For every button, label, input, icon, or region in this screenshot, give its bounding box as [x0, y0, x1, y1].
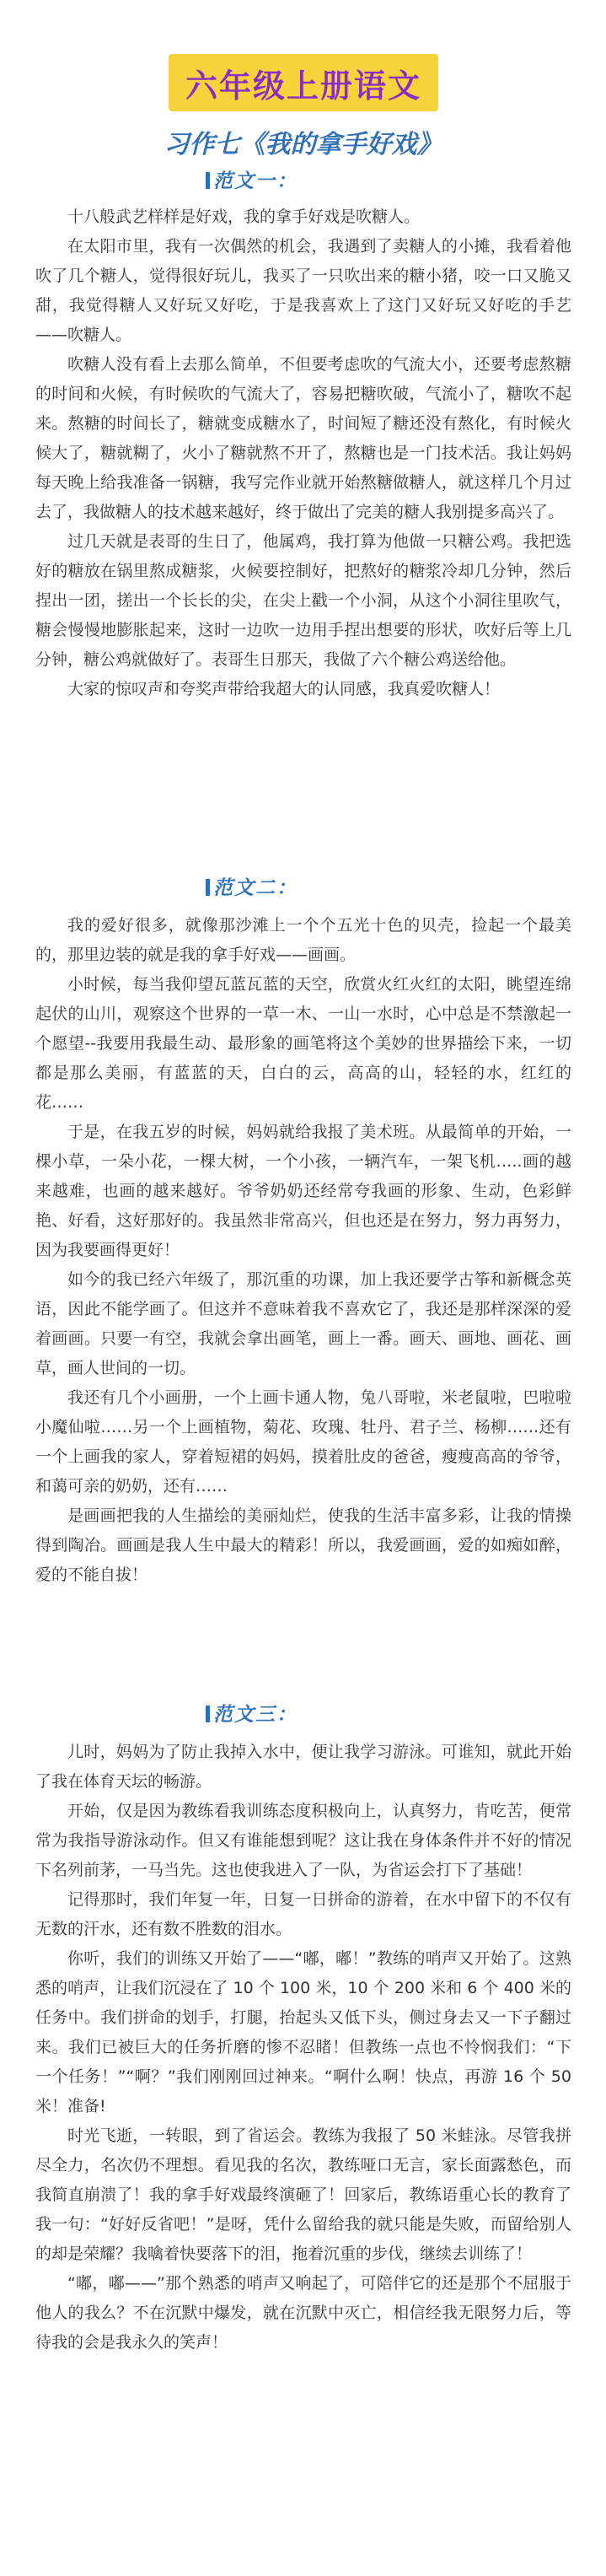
paragraph: 时光飞逝，一转眼，到了省运会。教练为我报了 50 米蛙泳。尽管我拼尽全力，名次仍不理想。看见我的名次，教练哑口无言，家长面露愁色，而我简直崩溃了！我的拿手好戏最终演砸了！回家后，教练语重心长的教育了我一句：“好好反省吧！”是呀，凭什么留给我的就只能是失败，而留给别人的却是荣耀？我噙着快要落下的泪，拖着沉重的步伐，继续去训练了！ — [35, 2126, 571, 2263]
paragraph: 小时候，每当我仰望瓦蓝瓦蓝的天空，欣赏火红火红的太阳，眺望连绵起伏的山川，观察这个世界的一草一木、一山一水时，心中总是不禁激起一个愿望--我要用我最生动、最形象的画笔将这个美妙的世界描绘下来，一切都是那么美丽，有蓝蓝的天，白白的云，高高的山，轻轻的水，红红的花…… — [35, 975, 571, 1112]
essay-section-2 — [35, 911, 571, 1590]
paragraph: 过几天就是表哥的生日了，他属鸡，我打算为他做一只糖公鸡。我把选好的糖放在锅里熬成糖浆，火候要控制好，把熬好的糖浆冷却几分钟，然后捏出一团，搓出一个长长的尖，在尖上戳一个小洞，从这个小洞往里吹气，糖会慢慢地膨胀起来，这时一边吹一边用手捏出想要的形状，吹好后等上几分钟，糖公鸡就做好了。表哥生日那天，我做了六个糖公鸡送给他。 — [35, 532, 571, 669]
paragraph: 儿时，妈妈为了防止我掉入水中，便让我学习游泳。可谁知，就此开始了我在体育天坛的畅游。 — [35, 1743, 571, 1791]
paragraph: “嘟，嘟——”那个熟悉的哨声又响起了，可陪伴它的还是那个不屈服于他人的我么？不在沉默中爆发，就在沉默中灭亡，相信经我无限努力后，等待我的会是我永久的笑声！ — [35, 2274, 571, 2352]
section-marker-icon — [206, 172, 210, 189]
section-label-3 — [206, 1699, 298, 1727]
essay-subtitle: 习作七《我的拿手好戏》 — [164, 130, 442, 159]
paragraph: 如今的我已经六年级了，那沉重的功课，加上我还要学古筝和新概念英语，因此不能学画了。但这并不意味着我不喜欢它了，我还是那样深深的爱着画画。只要一有空，我就会拿出画笔，画上一番。画天、画地、画花、画草，画人世间的一切。 — [35, 1270, 571, 1377]
section-label-1 — [206, 165, 298, 193]
paragraph: 吹糖人没有看上去那么简单，不但要考虑吹的气流大小，还要考虑熬糖的时间和火候，有时候吹的气流大了，容易把糖吹破，气流小了，糖吹不起来。熬糖的时间长了，糖就变成糖水了，时间短了糖还没有熬化，有时候火候大了，糖就糊了，火小了糖就熬不开了，熬糖也是一门技术活。我让妈妈每天晚上给我准备一锅糖，我写完作业就开始熬糖做糖人，就这样几个月过去了，我做糖人的技术越来越好，终于做出了完美的糖人我别提多高兴了。 — [35, 355, 571, 521]
paragraph: 于是，在我五岁的时候，妈妈就给我报了美术班。从最简单的开始，一棵小草，一朵小花，一棵大树，一个小孩，一辆汽车，一架飞机…..画的越来越难，也画的越来越好。爷爷奶奶还经常夸我画的形象、生动，色彩鲜艳、好看，这好那好的。我虽然非常高兴，但也还是在努力，努力再努力，因为我要画得更好！ — [35, 1123, 571, 1259]
paragraph: 开始，仅是因为教练看我训练态度积极向上，认真努力，肯吃苦，便常常为我指导游泳动作。但又有谁能想到呢？这让我在身体条件并不好的情况下名列前茅，一马当先。这也使我进入了一队，为省运会打下了基础！ — [35, 1802, 571, 1879]
paragraph: 在太阳市里，我有一次偶然的机会，我遇到了卖糖人的小摊，我看着他吹了几个糖人，觉得很好玩儿，我买了一只吹出来的糖小猪，咬一口又脆又甜，我觉得糖人又好玩又好吃，于是我喜欢上了这门又好玩又好吃的手艺——吹糖人。 — [35, 237, 571, 344]
paragraph: 我还有几个小画册，一个上画卡通人物，兔八哥啦，米老鼠啦，巴啦啦小魔仙啦……另一个上画植物，菊花、玫瑰、牡丹、君子兰、杨柳……还有一个上画我的家人，穿着短裙的妈妈，摸着肚皮的爸爸，瘦瘦高高的爷爷，和蔼可亲的奶奶，还有…… — [35, 1388, 571, 1495]
paragraph: 你听，我们的训练又开始了——“嘟，嘟！”教练的哨声又开始了。这熟悉的哨声，让我们沉浸在了 10 个 100 米，10 个 200 米和 6 个 400 米的任务中。我们拼命的划手，打腿，抬起头又低下头，侧过身去又一下子翻过来。我们已被巨大的任务折磨的惨不忍睹！但教练一点也不怜悯我们：“下一个任务！”“啊？”我们刚刚回过神来。“啊什么啊！快点，再游 16 个 50 米！准备! — [35, 1949, 571, 2115]
section-marker-icon — [206, 879, 210, 896]
section-label-text: 范文一： — [213, 170, 298, 192]
essay-section-3 — [35, 1738, 571, 2358]
paragraph: 大家的惊叹声和夸奖声带给我超大的认同感，我真爱吹糖人！ — [67, 680, 501, 698]
section-label-2 — [206, 872, 298, 900]
section-label-text: 范文三： — [213, 1704, 298, 1726]
paragraph: 我的爱好很多，就像那沙滩上一个个五光十色的贝壳，捡起一个最美的，那里边装的就是我的拿手好戏——画画。 — [35, 916, 571, 964]
section-label-text: 范文二： — [213, 877, 298, 899]
paragraph: 是画画把我的人生描绘的美丽灿烂，使我的生活丰富多彩，让我的情操得到陶冶。画画是我人生中最大的精彩！所以，我爱画画，爱的如痴如醉，爱的不能自拔！ — [35, 1506, 571, 1584]
paragraph: 十八般武艺样样是好戏，我的拿手好戏是吹糖人。 — [67, 207, 421, 226]
essay-section-1 — [35, 202, 571, 704]
section-marker-icon — [206, 1706, 210, 1722]
paragraph: 记得那时，我们年复一年，日复一日拼命的游着，在水中留下的不仅有无数的汗水，还有数不胜数的泪水。 — [35, 1890, 571, 1938]
page-title: 六年级上册语文 — [169, 54, 438, 111]
